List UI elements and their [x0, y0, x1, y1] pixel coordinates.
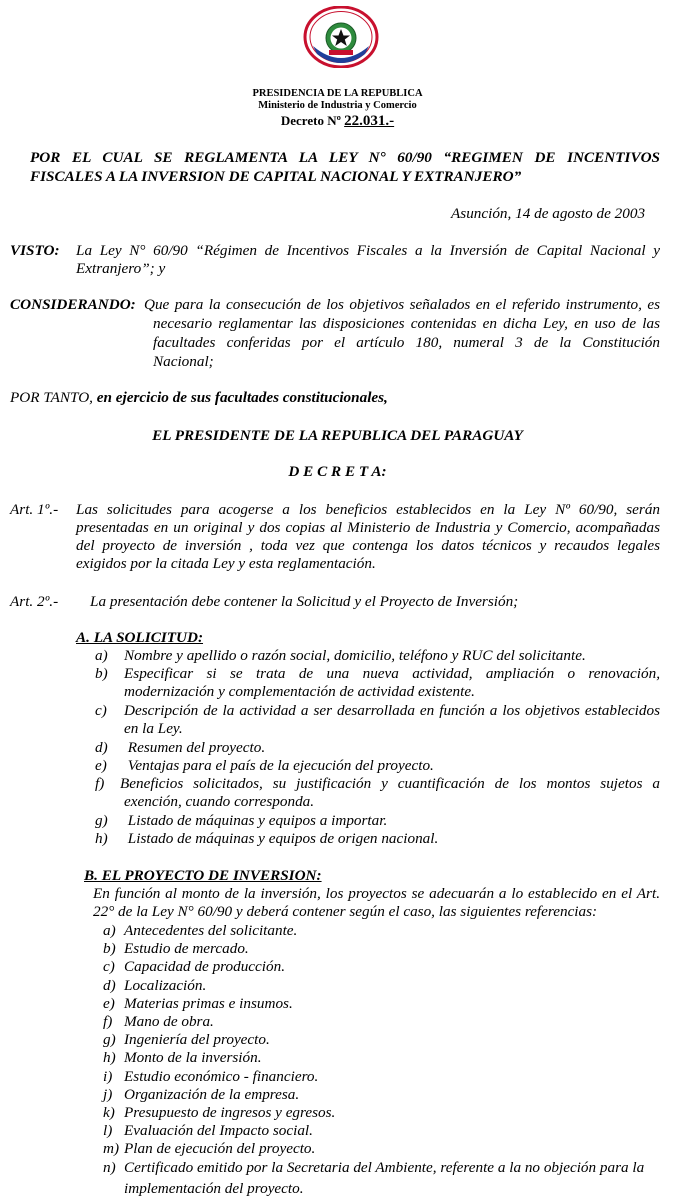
decree-number-line [0, 113, 675, 130]
item-text: Capacidad de producción. [124, 958, 285, 976]
decree-title-line-1: POR EL CUAL SE REGLAMENTA LA LEY N° 60/90 “REGIMEN DE INCENTIVOS [30, 149, 660, 166]
presidency-heading: PRESIDENCIA DE LA REPUBLICA [252, 88, 423, 99]
visto-label: VISTO: [10, 242, 60, 259]
list-item [103, 958, 285, 976]
item-text: Plan de ejecución del proyecto. [124, 1140, 316, 1158]
list-item-text: Descripción de la actividad a ser desarrollada en función a los objetivos establecidos [124, 702, 660, 719]
considerando-line-2: necesario reglamentar las disposiciones contenidas en dicha Ley, en uso de las [153, 315, 660, 332]
visto-line-2: Extranjero”; y [76, 260, 166, 277]
considerando-line-1: Que para la consecución de los objetivos señalados en el referido instrumento, es [144, 296, 660, 313]
item-text: Localización. [124, 976, 207, 994]
list-item-marker: c) [95, 702, 107, 719]
visto-line-1: La Ley N° 60/90 “Régimen de Incentivos Fiscales a la Inversión de Capital Nacional y [76, 242, 660, 259]
item-text: Organización de la empresa. [124, 1085, 300, 1103]
item-text: Monto de la inversión. [124, 1049, 262, 1067]
item-marker: m) [103, 1140, 120, 1158]
decree-title-line-2: FISCALES A LA INVERSION DE CAPITAL NACIONAL Y EXTRANJERO” [30, 168, 522, 185]
list-item [103, 1104, 335, 1122]
ministry-heading: Ministerio de Industria y Comercio [258, 100, 417, 111]
list-item-text: en la Ley. [124, 720, 183, 737]
list-item [103, 1068, 318, 1086]
place-date: Asunción, 14 de agosto de 2003 [451, 205, 646, 222]
item-text: Materias primas e insumos. [124, 994, 293, 1012]
decreta-heading: D E C R E T A: [288, 463, 387, 480]
art2-text: La presentación debe contener la Solicitud y el Proyecto de Inversión; [90, 593, 519, 610]
item-text: Estudio económico - financiero. [124, 1067, 319, 1085]
considerando-line-3: facultades conferidas por el artículo 180, numeral 3 de la Constitución [153, 334, 660, 351]
list-item [103, 922, 297, 940]
list-item [103, 1159, 644, 1177]
item-text: Certificado emitido por la Secretaria del Ambiente, referente a la no objeción para la [124, 1158, 645, 1176]
item-text: Listado de máquinas y equipos a importar. [124, 812, 388, 829]
list-item [95, 757, 434, 775]
section-b-intro-1: En función al monto de la inversión, los proyectos se adecuarán a lo establecido en el Art. [93, 885, 660, 902]
item-marker: d) [95, 739, 108, 756]
coat-of-arms-seal [303, 6, 379, 68]
section-a-heading: A. LA SOLICITUD: [76, 629, 204, 646]
art1-line-3: del proyecto de inversión , toda vez que contenga los datos técnicos y recaudos legales [76, 537, 660, 554]
art1-label: Art. 1º.- [10, 501, 59, 518]
item-marker: e) [95, 757, 107, 774]
item-text: Listado de máquinas y equipos de origen nacional. [124, 830, 439, 847]
president-heading: EL PRESIDENTE DE LA REPUBLICA DEL PARAGUAY [152, 427, 523, 444]
item-text: Resumen del proyecto. [124, 739, 266, 756]
considerando-line-4: Nacional; [153, 353, 214, 370]
list-item [103, 1086, 299, 1104]
item-marker: d) [103, 976, 116, 994]
item-marker: e) [103, 994, 115, 1012]
list-item [95, 647, 586, 665]
list-item-text: modernización y complementación de actividad existente. [124, 683, 475, 700]
por-tanto-bold: en ejercicio de sus facultades constitucionales, [96, 389, 388, 406]
item-text: Evaluación del Impacto social. [124, 1122, 313, 1140]
decree-number: 22.031.- [344, 113, 395, 129]
list-item [103, 940, 249, 958]
list-item [103, 1031, 270, 1049]
art1-line-2: presentadas en un original y dos copias al Ministerio de Industria y Comercio, acompañadas [76, 519, 660, 536]
section-b-heading: B. EL PROYECTO DE INVERSION: [84, 867, 322, 884]
item-marker: a) [95, 647, 108, 664]
section-b-intro-2: 22° de la Ley N° 60/90 y deberá contener según el caso, las siguientes referencias: [93, 903, 598, 920]
item-marker: i) [103, 1067, 113, 1085]
item-text: Estudio de mercado. [124, 940, 249, 958]
por-tanto [10, 389, 388, 407]
list-item-text: implementación del proyecto. [124, 1180, 304, 1197]
art2-label: Art. 2º.- [10, 593, 59, 610]
list-item [95, 830, 438, 848]
item-marker: j) [103, 1085, 113, 1103]
item-marker: f) [103, 1013, 113, 1030]
list-item [95, 812, 387, 830]
list-item [103, 1122, 313, 1140]
decree-prefix: Decreto Nº [280, 113, 341, 128]
item-marker: k) [103, 1104, 115, 1121]
list-item-text: Especificar si se trata de una nueva actividad, ampliación o renovación, [124, 665, 660, 682]
item-marker: c) [103, 958, 115, 976]
item-text: Antecedentes del solicitante. [124, 922, 298, 939]
list-item [103, 1049, 262, 1067]
item-marker: g) [95, 812, 108, 829]
art1-line-1: Las solicitudes para acogerse a los beneficios establecidos en la Ley Nº 60/90, serán [76, 501, 660, 518]
item-marker: b) [103, 940, 116, 958]
item-text: Ingeniería del proyecto. [124, 1031, 270, 1049]
item-marker: l) [103, 1122, 113, 1140]
item-marker: g) [103, 1031, 116, 1049]
list-item-marker: f) [95, 775, 105, 792]
item-text: Mano de obra. [124, 1013, 214, 1030]
considerando-label: CONSIDERANDO: [10, 296, 136, 313]
list-item-text: Beneficios solicitados, su justificación y cuantificación de los montos sujetos a [120, 775, 660, 792]
item-marker: h) [103, 1049, 116, 1067]
art1-line-4: exigidos por la citada Ley y esta reglamentación. [76, 555, 376, 572]
list-item [103, 1140, 315, 1158]
list-item-text: exención, cuando corresponda. [124, 793, 315, 810]
list-item [103, 977, 206, 995]
list-item [103, 995, 293, 1013]
item-text: Nombre y apellido o razón social, domicilio, teléfono y RUC del solicitante. [124, 647, 586, 664]
item-marker: n) [103, 1158, 116, 1176]
por-tanto-prefix: POR TANTO, [10, 389, 93, 406]
item-marker: h) [95, 830, 108, 847]
item-text: Presupuesto de ingresos y egresos. [124, 1104, 336, 1121]
list-item [103, 1013, 214, 1031]
list-item-marker: b) [95, 665, 108, 682]
item-marker: a) [103, 922, 116, 939]
list-item [95, 739, 265, 757]
item-text: Ventajas para el país de la ejecución del proyecto. [124, 757, 434, 774]
